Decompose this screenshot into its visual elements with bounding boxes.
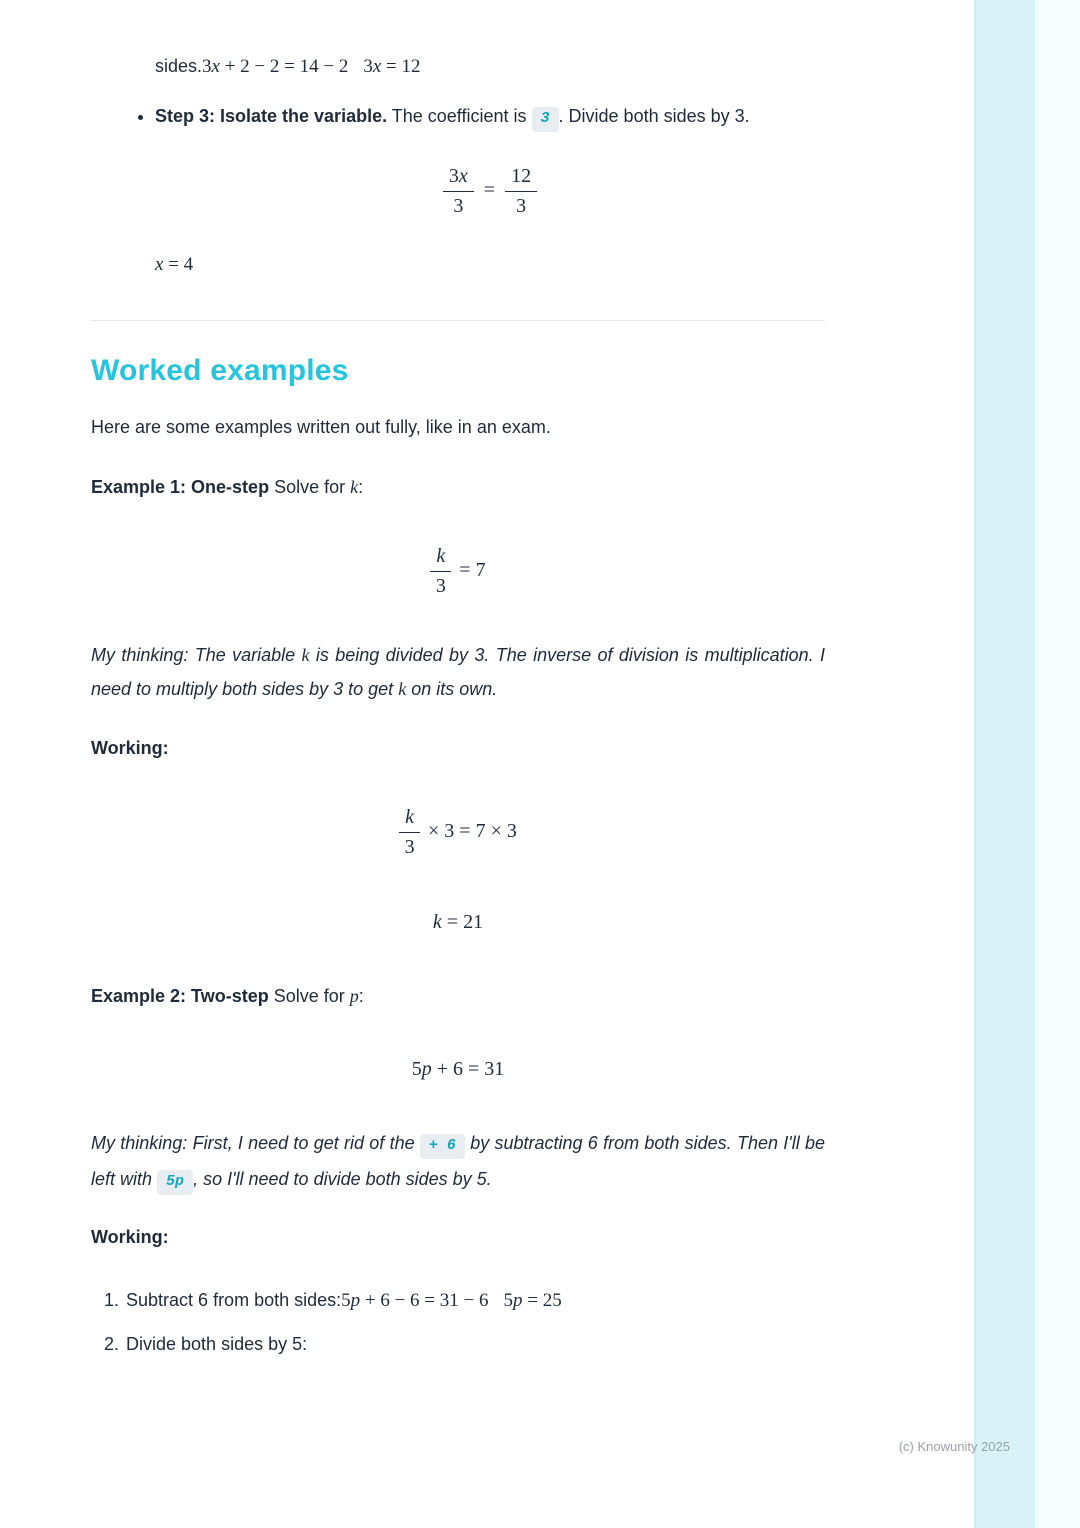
working-step-2: [104, 1331, 825, 1357]
example-1-equation: [91, 545, 825, 598]
denominator: 3: [435, 575, 446, 597]
fraction-3x-over-3: [443, 165, 474, 218]
fraction-12-over-3: [505, 165, 537, 218]
section-intro: Here are some examples written out fully, like in an exam.: [91, 417, 551, 437]
steps-list: [91, 99, 825, 133]
example-2-label: Example 2: Two-step: [91, 986, 269, 1006]
numerator: k: [399, 806, 420, 833]
working-step-1: [104, 1287, 825, 1314]
right-edge-stripe: [974, 0, 1035, 1528]
step-body: [126, 1287, 562, 1314]
section-divider: [91, 320, 825, 321]
equation-rest: × 3 = 7 × 3: [428, 820, 517, 843]
example-1-equation-math: [430, 545, 486, 597]
thinking-part-3: , so I'll need to divide both sides by 5.: [193, 1169, 492, 1189]
example-2-thinking: [91, 1125, 825, 1197]
step-2-text: Divide both sides by 5:: [126, 1334, 308, 1354]
example-1-working-label: Working:: [91, 738, 169, 758]
equation-rest: = 7: [459, 559, 486, 582]
step-3-mid-text: The coefficient is: [387, 106, 532, 126]
step-1-expression-1: 5p + 6 − 6 = 31 − 6: [341, 1290, 489, 1311]
equation-5p-plus-6: 5p + 6 = 31: [411, 1058, 505, 1080]
example-1-working-equation: [91, 806, 825, 859]
example-1-answer: [91, 911, 825, 934]
example-2-equation: [91, 1058, 825, 1081]
step-1-expression-2: 5p = 25: [503, 1290, 562, 1311]
equals-sign: =: [483, 179, 496, 202]
plus-6-chip: + 6: [420, 1134, 465, 1159]
equation-carry-line: [155, 54, 825, 79]
denominator: 3: [453, 195, 464, 217]
example-1-task: Solve for k:: [269, 477, 364, 497]
example-1-header: [91, 473, 825, 501]
denominator: 3: [516, 195, 527, 217]
division-equation-math: [443, 165, 537, 217]
step-number: 1.: [104, 1290, 120, 1310]
answer-k-equals-21: k = 21: [432, 911, 484, 933]
carry-expression-1: 3x + 2 − 2 = 14 − 2: [202, 56, 349, 77]
numerator: 3x: [443, 165, 474, 192]
numerator: k: [430, 545, 451, 572]
thinking-part-2: by subtracting 6 from both sides. Then I'll be left with: [91, 1133, 825, 1189]
step-3-after-text: . Divide both sides by 3.: [558, 106, 750, 126]
page-content: [91, 0, 825, 1357]
numerator: 12: [505, 165, 537, 192]
example-1-working-math: [399, 806, 517, 858]
step-number: 2.: [104, 1334, 120, 1354]
step-3-item: [155, 99, 800, 133]
result-x-equals-4: x = 4: [155, 254, 194, 275]
copyright-footer: (c) Knowunity 2025: [898, 1439, 1010, 1454]
example-1-thinking: My thinking: The variable k is being divided by 3. The inverse of division is multiplication. I need to multiply both sides by 3 to get k on its own.: [91, 645, 826, 699]
right-edge-stripe-outer: [1035, 0, 1080, 1528]
coefficient-chip: 3: [532, 107, 559, 132]
section-title: Worked examples: [91, 354, 349, 387]
thinking-part-1: My thinking: First, I need to get rid of the: [91, 1133, 415, 1153]
fraction-k-over-3: [430, 545, 451, 598]
step-1-text: Subtract 6 from both sides:: [126, 1290, 342, 1310]
fraction-k-over-3: [399, 806, 420, 859]
example-2-working-label: Working:: [91, 1227, 169, 1247]
step-3-title: Step 3: Isolate the variable.: [155, 106, 388, 126]
denominator: 3: [404, 836, 415, 858]
example-1-label: Example 1: One-step: [91, 477, 270, 497]
example-2-task: Solve for p:: [268, 986, 364, 1006]
carry-prefix: sides.: [155, 56, 203, 76]
division-equation: [155, 165, 825, 218]
5p-chip: 5p: [157, 1170, 193, 1195]
carry-expression-2: 3x = 12: [363, 56, 421, 77]
working-steps-list: [91, 1287, 825, 1357]
example-2-header: [91, 982, 825, 1010]
